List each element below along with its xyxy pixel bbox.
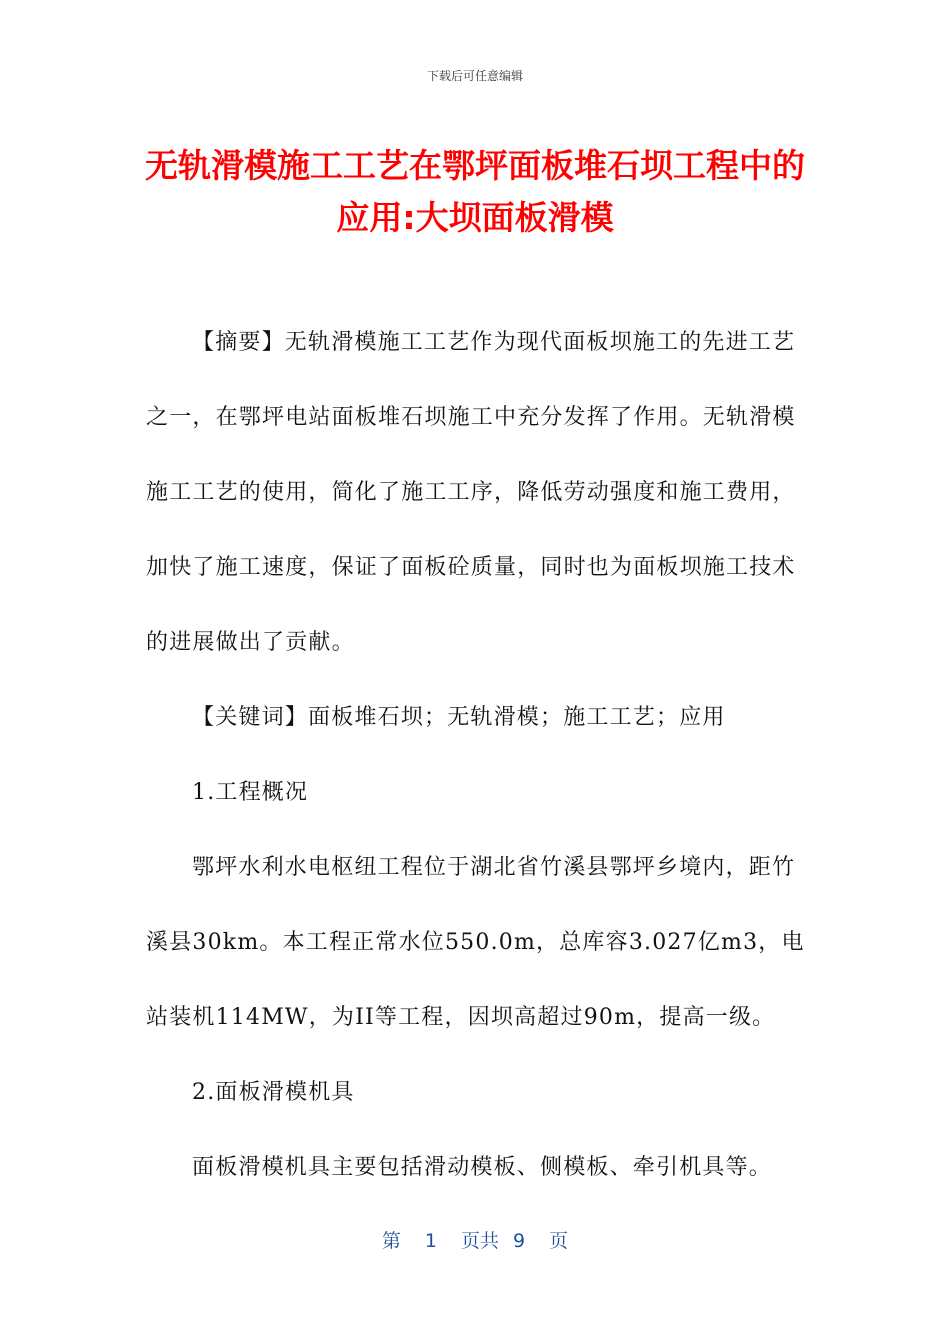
section-2-heading: 2.面板滑模机具 xyxy=(192,1080,355,1105)
footer-middle: 页共 xyxy=(460,1230,499,1252)
section-1-heading: 1.工程概况 xyxy=(192,780,309,805)
footer-page-number: 1 xyxy=(424,1230,437,1252)
page-footer xyxy=(0,1226,950,1253)
footer-total-pages: 9 xyxy=(513,1230,526,1252)
footer-suffix: 页 xyxy=(549,1230,569,1252)
footer-prefix: 第 xyxy=(381,1230,401,1252)
header-note: 下载后可任意编辑 xyxy=(426,69,523,83)
section-2-body: 面板滑模机具主要包括滑动模板、侧模板、牵引机具等。 xyxy=(192,1155,773,1180)
document-title: 无轨滑模施工工艺在鄂坪面板堆石坝工程中的应用:大坝面板滑模 xyxy=(145,146,805,237)
section-1-body: 鄂坪水利水电枢纽工程位于湖北省竹溪县鄂坪乡境内，距竹溪县30km。本工程正常水位550.0m，总库容3.027亿m3，电站装机114MW，为II等工程，因坝高超过90m，提高一级。 xyxy=(146,855,805,1030)
keywords-paragraph: 【关键词】面板堆石坝；无轨滑模；施工工艺；应用 xyxy=(192,705,726,730)
abstract-paragraph: 【摘要】无轨滑模施工工艺作为现代面板坝施工的先进工艺之一，在鄂坪电站面板堆石坝施工中充分发挥了作用。无轨滑模施工工艺的使用，简化了施工工序，降低劳动强度和施工费用，加快了施工速度，保证了面板砼质量，同时也为面板坝施工技术的进展做出了贡献。 xyxy=(146,330,796,655)
